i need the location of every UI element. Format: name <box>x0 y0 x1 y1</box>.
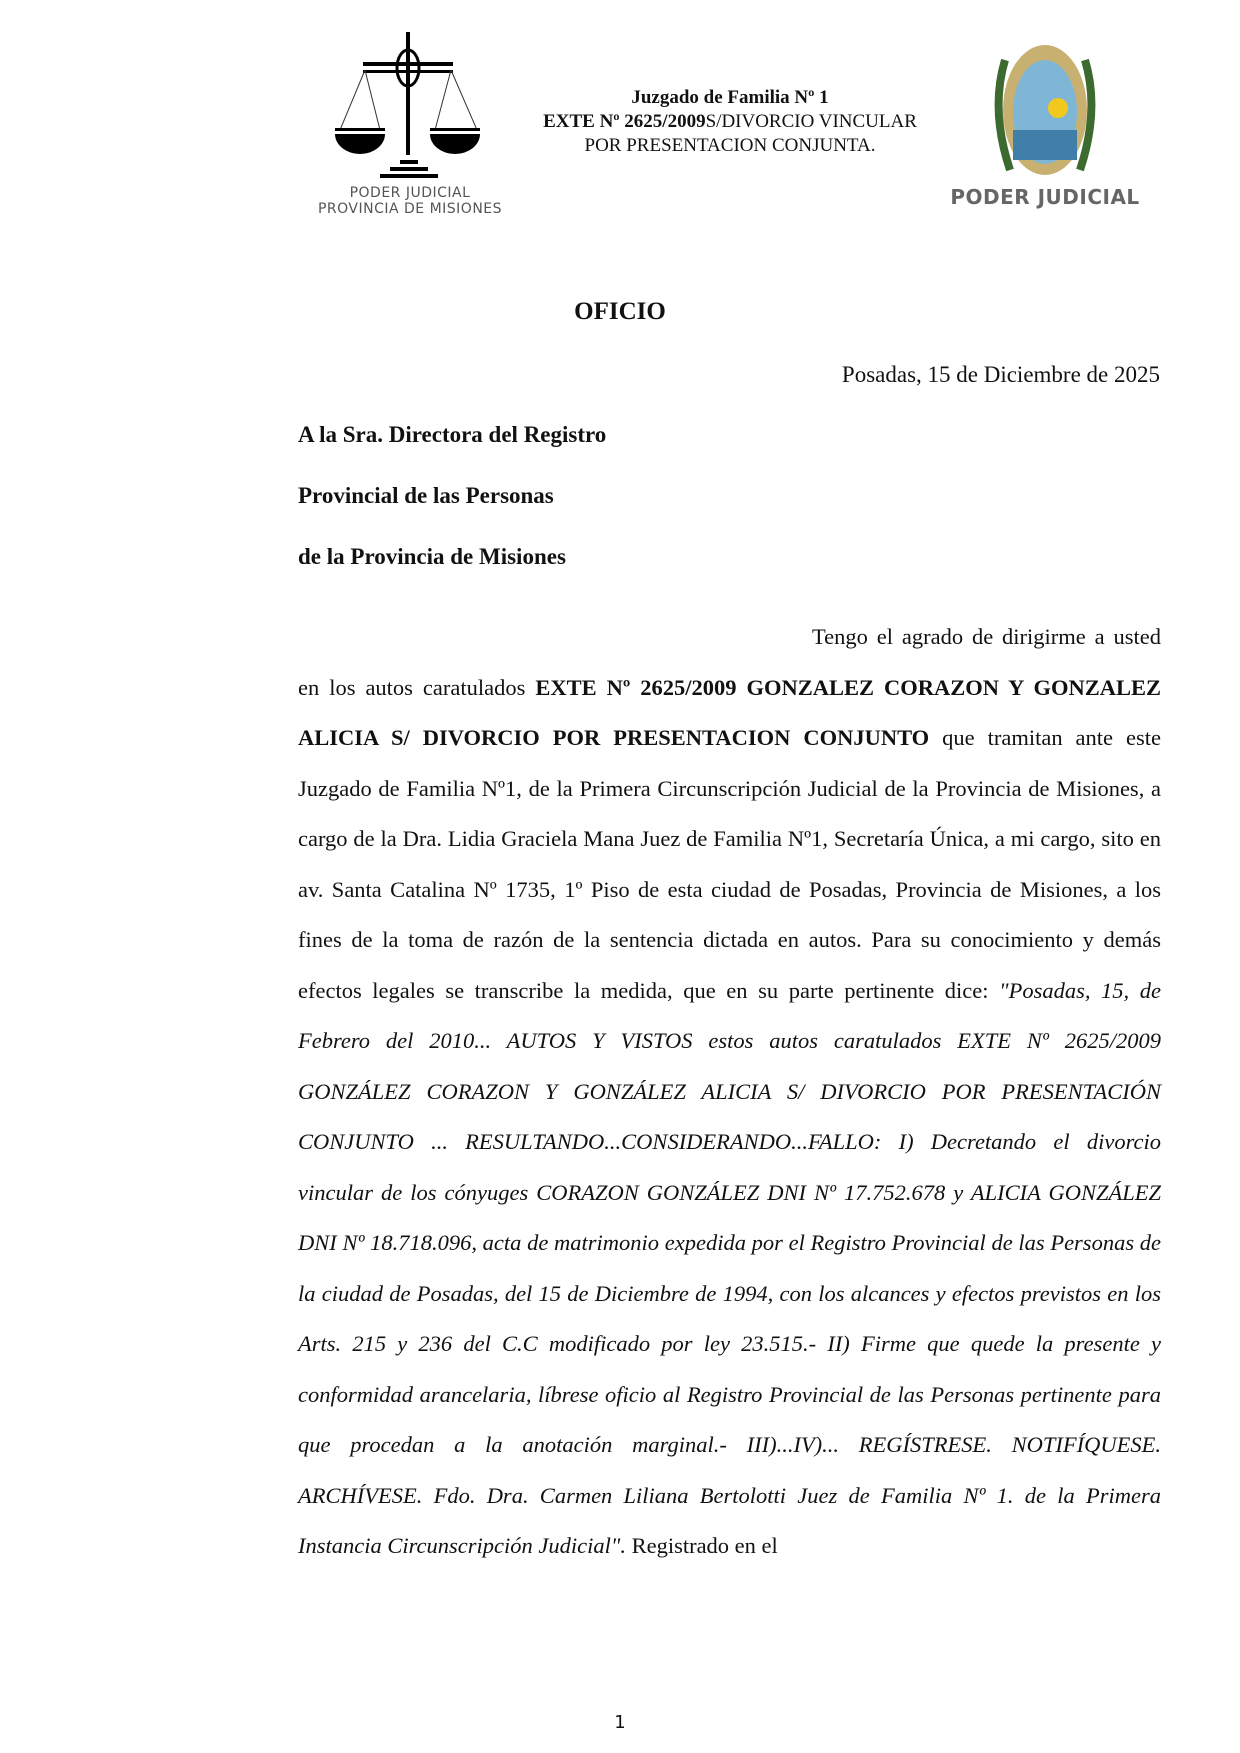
body-quoted-ruling: "Posadas, 15, de Febrero del 2010... AUTOS Y VISTOS estos autos caratulados EXTE Nº 2625/2009 GONZÁLEZ CORAZON Y GONZÁLEZ ALICIA S/ DIVORCIO POR PRESENTACIÓN CONJUNTO ... RESULTANDO...CONSIDERANDO...FALLO: I) Decretando el divorcio vincular de los cónyuges CORAZON GONZÁLEZ DNI Nº 17.752.678 y ALICIA GONZÁLEZ DNI Nº 18.718.096, acta de matrimonio expedida por el Registro Provincial de las Personas de la ciudad de Posadas, del 15 de Diciembre de 1994, con los alcances y efectos previstos en los Arts. 215 y 236 del C.C modificado por ley 23.515.- II) Firme que quede la presente y conformidad arancelaria, líbrese oficio al Registro Provincial de las Personas pertinente para que procedan a la anotación marginal.- III)...IV)... REGÍSTRESE. NOTIFÍQUESE. ARCHÍVESE. Fdo. Dra. Carmen Liliana Bertolotti Juez de Familia Nº 1. de la Primera Instancia Circunscripción Judicial". <box>298 977 1161 1558</box>
case-subject: S/DIVORCIO VINCULAR <box>705 111 917 132</box>
body-case-caption: EXTE Nº 2625/2009 GONZALEZ CORAZON Y GONZALEZ ALICIA S/ DIVORCIO POR PRESENTACION CONJUNTO <box>298 674 1161 750</box>
misiones-seal-icon <box>950 40 1140 180</box>
logo-left-caption-1: PODER JUDICIAL <box>349 185 471 201</box>
logo-left-caption-2: PROVINCIA DE MISIONES <box>317 201 503 217</box>
document-date: Posadas, 15 de Diciembre de 2025 <box>841 362 1160 387</box>
case-number: EXTE Nº 2625/2009 <box>543 111 706 132</box>
document-header <box>480 86 980 158</box>
addressee-line-1: A la Sra. Directora del Registro <box>298 422 607 447</box>
case-line <box>480 110 980 134</box>
case-subject-2: POR PRESENTACION CONJUNTA. <box>584 135 876 156</box>
document-title: OFICIO <box>574 298 666 325</box>
body-text: que tramitan ante este Juzgado de Familia Nº1, de la Primera Circunscripción Judicial de la Provincia de Misiones, a cargo de la Dra. Lidia Graciela Mana Juez de Familia Nº1, Secretaría Única, a mi cargo, sito en av. Santa Catalina Nº 1735, 1º Piso de esta ciudad de Posadas, Provincia de Misiones, a los fines de la toma de razón de la sentencia dictada en autos. Para su conocimiento y demás efectos legales se transcribe la medida, que en su parte pertinente dice: <box>298 725 1161 1003</box>
logo-right-caption: PODER JUDICIAL <box>950 185 1140 209</box>
body-paragraph <box>298 612 1161 1572</box>
court-name: Juzgado de Familia Nº 1 <box>631 87 829 108</box>
body-intro: Tengo el agrado de dirigirme a usted en los autos caratulados <box>298 624 1161 700</box>
body-continuation: Registrado en el <box>625 1533 778 1558</box>
provincia-misiones-seal-logo <box>950 40 1140 220</box>
page-number: 1 <box>614 1712 626 1733</box>
addressee-line-3: de la Provincia de Misiones <box>298 544 566 569</box>
addressee-line-2: Provincial de las Personas <box>298 483 554 508</box>
